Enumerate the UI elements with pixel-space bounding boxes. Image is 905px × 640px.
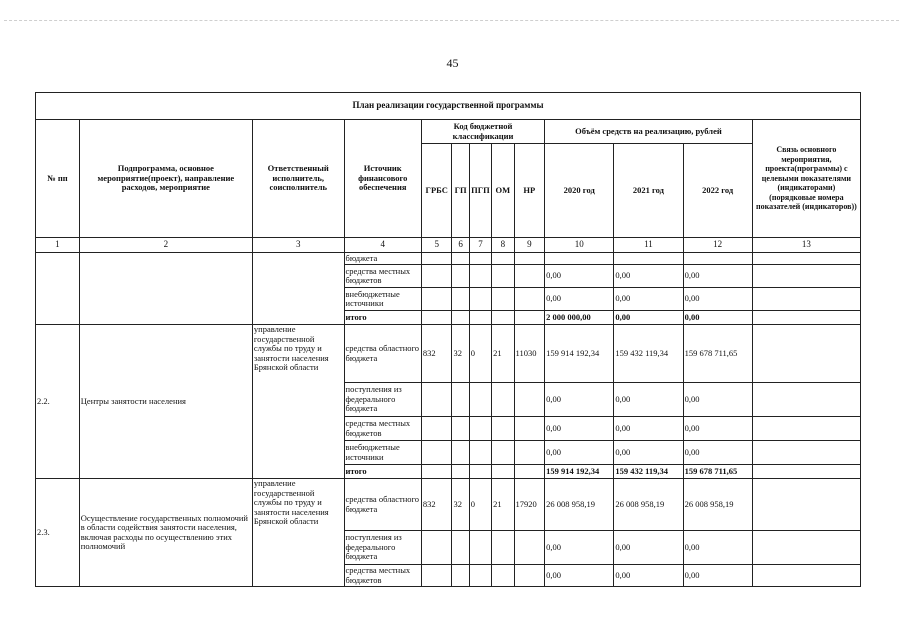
cell-source: внебюджетные источники (344, 441, 421, 465)
cell-link (752, 253, 860, 265)
column-number-row (36, 238, 861, 253)
table-row (36, 479, 861, 531)
cell-om: 21 (492, 479, 514, 531)
cell-link (752, 441, 860, 465)
cell-pgp (469, 565, 491, 587)
continued-rows (36, 253, 861, 325)
cell-num (36, 253, 80, 325)
header-subprogram: Подпрограмма, основное мероприятие(проект), направление расходов, мероприятие (79, 120, 252, 238)
col-number: 9 (514, 238, 545, 253)
cell-code (452, 288, 469, 311)
cell-pgp: 0 (469, 479, 491, 531)
header-link: Связь основного мероприятия, проекта(программы) с целевыми показателями (индикаторами) (порядковые номера показателей (индикаторов)) (752, 120, 860, 238)
cell-source: поступления из федерального бюджета (344, 383, 421, 417)
cell-link (752, 288, 860, 311)
cell-om (492, 531, 514, 565)
cell-code (469, 265, 491, 288)
cell-np: 17920 (514, 479, 545, 531)
cell-2020: 26 008 958,19 (545, 479, 614, 531)
cell-2022: 26 008 958,19 (683, 479, 752, 531)
header-2020: 2020 год (545, 144, 614, 238)
cell-link (752, 383, 860, 417)
header-om: ОМ (492, 144, 514, 238)
cell-2020: 0,00 (545, 441, 614, 465)
cell-2020: 0,00 (545, 265, 614, 288)
cell-2020: 0,00 (545, 383, 614, 417)
cell-2022: 0,00 (683, 288, 752, 311)
cell-2021 (614, 253, 683, 265)
cell-2021: 0,00 (614, 441, 683, 465)
cell-source: внебюджетные источники (344, 288, 421, 311)
table-title: План реализации государственной программы (36, 93, 861, 120)
cell-2022: 0,00 (683, 441, 752, 465)
header-responsible: Ответственный исполнитель, соисполнитель (252, 120, 344, 238)
cell-2020: 0,00 (545, 565, 614, 587)
cell-np (514, 531, 545, 565)
cell-code (421, 265, 452, 288)
header-num: № пп (36, 120, 80, 238)
scan-edge-artifact (4, 10, 899, 21)
cell-link (752, 465, 860, 479)
cell-gp: 32 (452, 325, 469, 383)
cell-pgp: 0 (469, 325, 491, 383)
cell-om (492, 465, 514, 479)
cell-2021: 0,00 (614, 383, 683, 417)
cell-grbs (421, 465, 452, 479)
cell-num: 2.2. (36, 325, 80, 479)
cell-link (752, 531, 860, 565)
cell-link (752, 417, 860, 441)
cell-2021: 0,00 (614, 531, 683, 565)
cell-link (752, 479, 860, 531)
cell-code (421, 288, 452, 311)
cell-code (452, 265, 469, 288)
header-pgp: ПГП (469, 144, 491, 238)
cell-2020 (545, 253, 614, 265)
col-number: 13 (752, 238, 860, 253)
section-2-2 (36, 325, 861, 479)
cell-om (492, 565, 514, 587)
col-number: 11 (614, 238, 683, 253)
cell-2020: 159 914 192,34 (545, 325, 614, 383)
header-2021: 2021 год (614, 144, 683, 238)
cell-code (514, 288, 545, 311)
cell-2022: 0,00 (683, 531, 752, 565)
cell-code (514, 311, 545, 325)
cell-code (514, 253, 545, 265)
cell-grbs: 832 (421, 325, 452, 383)
cell-2022: 0,00 (683, 565, 752, 587)
cell-code (492, 253, 514, 265)
cell-source: средства областного бюджета (344, 325, 421, 383)
cell-code (514, 265, 545, 288)
cell-grbs (421, 383, 452, 417)
cell-gp (452, 465, 469, 479)
col-number: 10 (545, 238, 614, 253)
cell-gp (452, 417, 469, 441)
cell-gp (452, 565, 469, 587)
section-2-3 (36, 479, 861, 587)
cell-gp: 32 (452, 479, 469, 531)
col-number: 8 (492, 238, 514, 253)
cell-subprogram: Центры занятости населения (79, 325, 252, 479)
cell-2020: 0,00 (545, 288, 614, 311)
cell-2021: 159 432 119,34 (614, 465, 683, 479)
cell-2020: 0,00 (545, 531, 614, 565)
cell-np (514, 465, 545, 479)
col-number: 4 (344, 238, 421, 253)
col-number: 2 (79, 238, 252, 253)
cell-2021: 159 432 119,34 (614, 325, 683, 383)
cell-2022: 159 678 711,65 (683, 325, 752, 383)
header-gp: ГП (452, 144, 469, 238)
cell-np: 11030 (514, 325, 545, 383)
cell-np (514, 565, 545, 587)
cell-grbs (421, 531, 452, 565)
cell-code (421, 253, 452, 265)
cell-grbs (421, 441, 452, 465)
cell-np (514, 417, 545, 441)
cell-2022: 0,00 (683, 383, 752, 417)
page-number: 45 (446, 56, 459, 70)
cell-2022: 0,00 (683, 417, 752, 441)
program-plan-table (35, 92, 861, 587)
cell-source: итого (344, 311, 421, 325)
col-number: 12 (683, 238, 752, 253)
table-row (36, 325, 861, 383)
cell-2020: 159 914 192,34 (545, 465, 614, 479)
cell-link (752, 311, 860, 325)
table-header (36, 93, 861, 253)
header-source: Источник финансового обеспечения (344, 120, 421, 238)
cell-source: средства областного бюджета (344, 479, 421, 531)
cell-source: средства местных бюджетов (344, 565, 421, 587)
cell-pgp (469, 531, 491, 565)
cell-responsible (252, 253, 344, 325)
cell-om (492, 417, 514, 441)
cell-pgp (469, 465, 491, 479)
cell-code (469, 253, 491, 265)
cell-link (752, 565, 860, 587)
cell-source: бюджета (344, 253, 421, 265)
cell-gp (452, 441, 469, 465)
cell-gp (452, 383, 469, 417)
cell-code (469, 288, 491, 311)
cell-grbs (421, 417, 452, 441)
cell-2020: 0,00 (545, 417, 614, 441)
header-volume: Объём средств на реализацию, рублей (545, 120, 753, 144)
cell-subprogram (79, 253, 252, 325)
cell-source: средства местных бюджетов (344, 265, 421, 288)
col-number: 7 (469, 238, 491, 253)
cell-grbs (421, 565, 452, 587)
cell-2021: 0,00 (614, 565, 683, 587)
table-row (36, 253, 861, 265)
cell-code (452, 253, 469, 265)
cell-om (492, 383, 514, 417)
cell-code (492, 265, 514, 288)
cell-2021: 26 008 958,19 (614, 479, 683, 531)
cell-num: 2.3. (36, 479, 80, 587)
cell-2022: 0,00 (683, 265, 752, 288)
cell-responsible: управление государственной службы по труду и занятости населения Брянской области (252, 325, 344, 479)
cell-subprogram: Осуществление государственных полномочий в области содействия занятости населения, включая расходы по осуществлению этих полномочий (79, 479, 252, 587)
cell-code (452, 311, 469, 325)
cell-2022: 0,00 (683, 311, 752, 325)
cell-grbs: 832 (421, 479, 452, 531)
cell-2021: 0,00 (614, 417, 683, 441)
cell-np (514, 441, 545, 465)
cell-2022 (683, 253, 752, 265)
cell-2020: 2 000 000,00 (545, 311, 614, 325)
cell-link (752, 325, 860, 383)
cell-2022: 159 678 711,65 (683, 465, 752, 479)
cell-code (492, 311, 514, 325)
cell-code (469, 311, 491, 325)
header-grbs: ГРБС (421, 144, 452, 238)
cell-pgp (469, 441, 491, 465)
cell-2021: 0,00 (614, 311, 683, 325)
cell-source: итого (344, 465, 421, 479)
cell-responsible: управление государственной службы по труду и занятости населения Брянской области (252, 479, 344, 587)
col-number: 6 (452, 238, 469, 253)
cell-code (421, 311, 452, 325)
cell-np (514, 383, 545, 417)
cell-code (492, 288, 514, 311)
cell-source: средства местных бюджетов (344, 417, 421, 441)
col-number: 1 (36, 238, 80, 253)
header-np: НР (514, 144, 545, 238)
col-number: 3 (252, 238, 344, 253)
cell-source: поступления из федерального бюджета (344, 531, 421, 565)
cell-2021: 0,00 (614, 288, 683, 311)
cell-om (492, 441, 514, 465)
cell-pgp (469, 417, 491, 441)
col-number: 5 (421, 238, 452, 253)
cell-pgp (469, 383, 491, 417)
cell-om: 21 (492, 325, 514, 383)
header-2022: 2022 год (683, 144, 752, 238)
cell-gp (452, 531, 469, 565)
cell-link (752, 265, 860, 288)
header-budget-code: Код бюджетной классификации (421, 120, 544, 144)
cell-2021: 0,00 (614, 265, 683, 288)
